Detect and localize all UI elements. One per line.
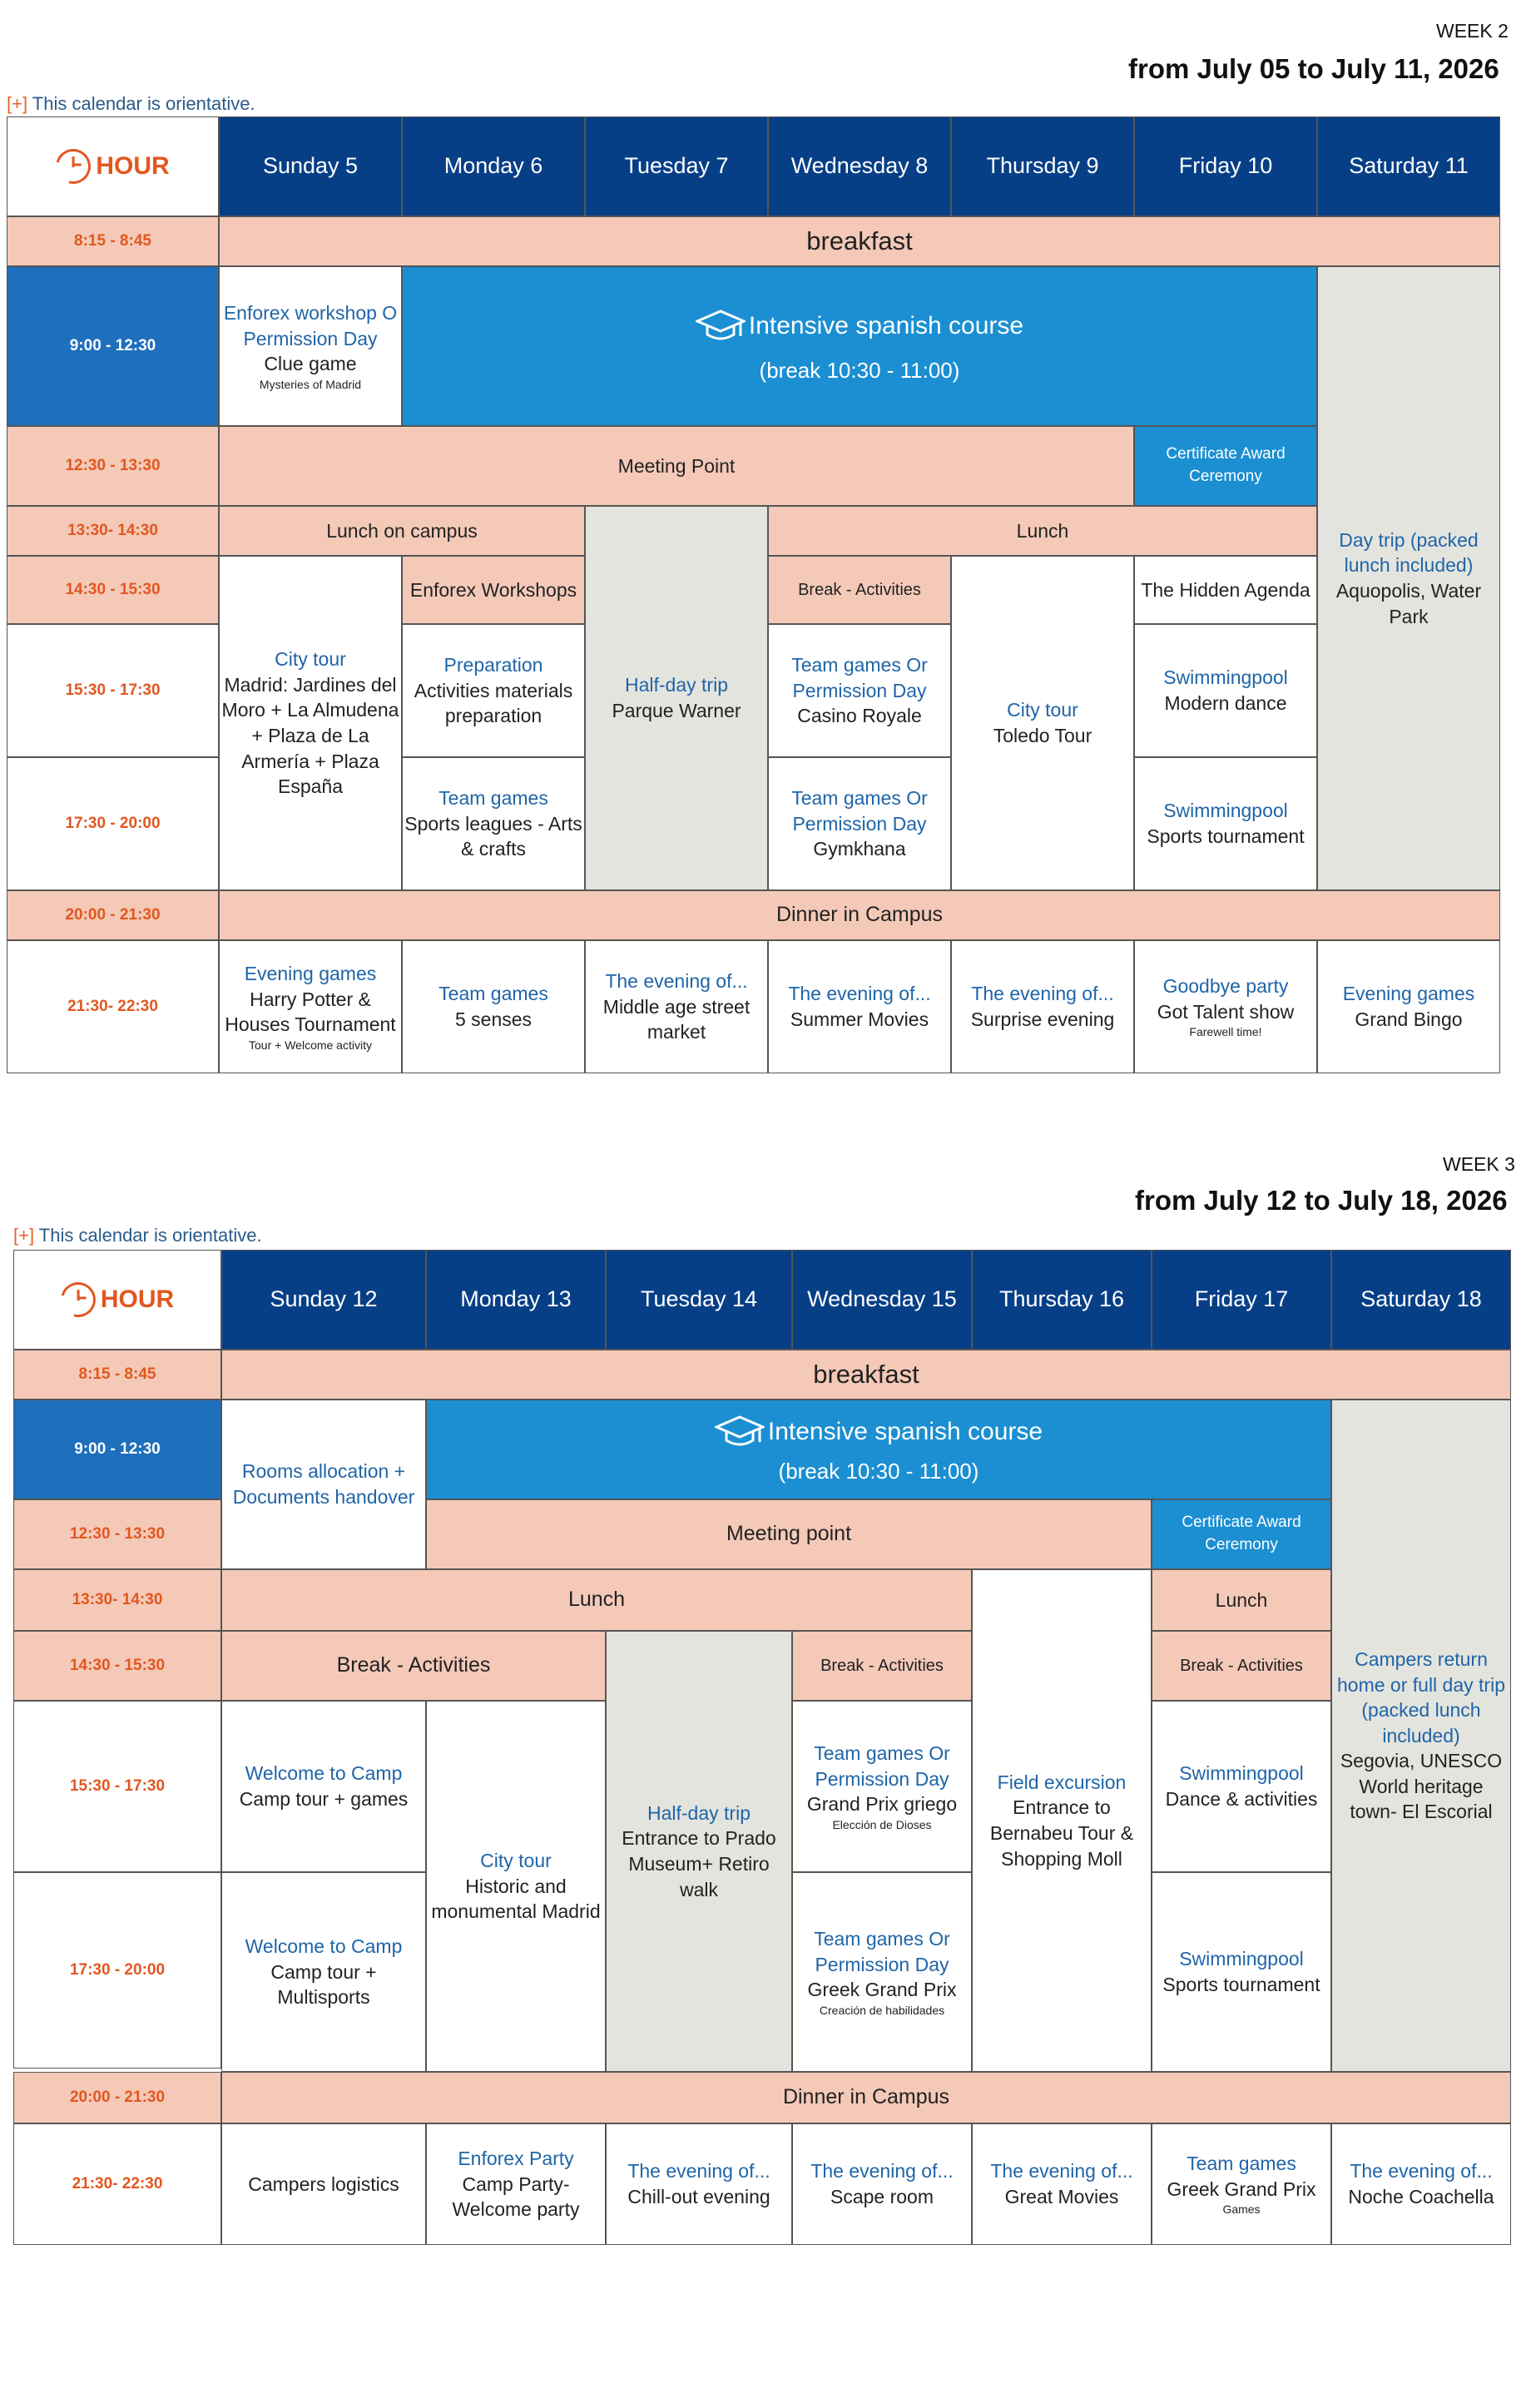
evening-activity: Enforex Party Camp Party- Welcome party [426, 2123, 606, 2245]
tuesday-half-day-trip: Half-day trip Parque Warner [585, 506, 768, 890]
day-header: Monday 6 [402, 116, 585, 216]
friday-lunch-cell: Lunch [1152, 1569, 1331, 1631]
evening-activity: Campers logistics [221, 2123, 426, 2245]
day-header: Wednesday 8 [768, 116, 951, 216]
day-header: Thursday 16 [972, 1250, 1152, 1350]
evening-activity: The evening of... Surprise evening [951, 940, 1134, 1073]
evening-activity: The evening of... Summer Movies [768, 940, 951, 1073]
sunday-rooms-allocation: Rooms allocation + Documents handover [221, 1400, 426, 1569]
time-slot: 20:00 - 21:30 [7, 890, 219, 940]
day-header: Thursday 9 [951, 116, 1134, 216]
friday-swimmingpool-2: Swimmingpool Sports tournament [1152, 1872, 1331, 2072]
saturday-day-trip: Campers return home or full day trip (packed lunch included) Segovia, UNESCO World heritage town- El Escorial [1331, 1400, 1511, 2072]
day-header: Saturday 11 [1317, 116, 1500, 216]
orientative-note: [+] This calendar is orientative. [13, 1225, 262, 1246]
week-date-range: from July 12 to July 18, 2026 [1135, 1185, 1508, 1216]
thursday-field-excursion: Field excursion Entrance to Bernabeu Tour & Shopping Moll [972, 1569, 1152, 2072]
spanish-course-cell: Intensive spanish course (break 10:30 - 11:00) [426, 1400, 1331, 1499]
meeting-point-cell: Meeting Point [219, 426, 1134, 506]
friday-hidden-agenda: The Hidden Agenda [1134, 556, 1317, 624]
evening-activity: Evening games Harry Potter & Houses Tournament Tour + Welcome activity [219, 940, 402, 1073]
monday-city-tour: City tour Historic and monumental Madrid [426, 1701, 606, 2072]
time-slot: 9:00 - 12:30 [13, 1400, 221, 1499]
break-activities-cell: Break - Activities [221, 1631, 606, 1701]
time-slot-15-30: 15:30 - 17:30 [13, 1701, 221, 1872]
dinner-cell: Dinner in Campus [219, 890, 1500, 940]
day-header: Friday 17 [1152, 1250, 1331, 1350]
day-header: Saturday 18 [1331, 1250, 1511, 1350]
saturday-day-trip: Day trip (packed lunch included) Aquopolis, Water Park [1317, 266, 1500, 890]
wednesday-team-games-1: Team games Or Permission Day Casino Royale [768, 624, 951, 757]
sunday-welcome-1: Welcome to Camp Camp tour + games [221, 1701, 426, 1872]
week-date-range: from July 05 to July 11, 2026 [1128, 53, 1499, 84]
clock-icon [54, 1276, 102, 1323]
friday-swimmingpool-2: Swimmingpool Sports tournament [1134, 757, 1317, 890]
time-slot-21-30: 21:30- 22:30 [13, 2123, 221, 2245]
time-slot-21-30: 21:30- 22:30 [7, 940, 219, 1073]
evening-activity: The evening of... Great Movies [972, 2123, 1152, 2245]
monday-preparation: Preparation Activities materials preparation [402, 624, 585, 757]
hour-header: HOUR [7, 116, 219, 216]
lunch-cell: Lunch [768, 506, 1317, 556]
monday-workshops-cell: Enforex Workshops [402, 556, 585, 624]
time-slot: 13:30- 14:30 [7, 506, 219, 556]
dinner-cell: Dinner in Campus [221, 2072, 1511, 2123]
evening-activity: Goodbye party Got Talent show Farewell time! [1134, 940, 1317, 1073]
spanish-course-cell: Intensive spanish course (break 10:30 - 11:00) [402, 266, 1317, 426]
hour-header: HOUR [13, 1250, 221, 1350]
lunch-cell: Lunch [221, 1569, 972, 1631]
evening-activity: The evening of... Middle age street market [585, 940, 768, 1073]
day-header: Wednesday 15 [792, 1250, 972, 1350]
evening-activity: Team games Greek Grand Prix Games [1152, 2123, 1331, 2245]
time-slot-15-30: 15:30 - 17:30 [7, 624, 219, 757]
time-slot-17-30: 17:30 - 20:00 [7, 757, 219, 890]
breakfast-cell: breakfast [219, 216, 1500, 266]
time-slot: 12:30 - 13:30 [7, 426, 219, 506]
day-header: Sunday 12 [221, 1250, 426, 1350]
time-slot: 20:00 - 21:30 [13, 2072, 221, 2123]
time-slot: 9:00 - 12:30 [7, 266, 219, 426]
evening-activity: The evening of... Chill-out evening [606, 2123, 792, 2245]
time-slot: 14:30 - 15:30 [13, 1631, 221, 1701]
day-header: Tuesday 7 [585, 116, 768, 216]
expand-link[interactable]: [+] [7, 93, 28, 114]
week-label: WEEK 2 [1436, 20, 1509, 42]
evening-activity: Evening games Grand Bingo [1317, 940, 1500, 1073]
certificate-ceremony-cell: Certificate Award Ceremony [1134, 426, 1317, 506]
time-slot: 8:15 - 8:45 [13, 1350, 221, 1400]
breakfast-cell: breakfast [221, 1350, 1511, 1400]
monday-team-games: Team games Sports leagues - Arts & crafts [402, 757, 585, 890]
time-slot-17-30: 17:30 - 20:00 [13, 1872, 221, 2069]
clock-icon [50, 142, 97, 190]
time-slot: 8:15 - 8:45 [7, 216, 219, 266]
wednesday-team-games-1: Team games Or Permission Day Grand Prix griego Elección de Dioses [792, 1701, 972, 1872]
orientative-note: [+] This calendar is orientative. [7, 93, 255, 114]
sunday-morning-activity: Enforex workshop O Permission Day Clue game Mysteries of Madrid [219, 266, 402, 426]
tuesday-half-day-trip: Half-day trip Entrance to Prado Museum+ Retiro walk [606, 1631, 792, 2072]
evening-activity: The evening of... Noche Coachella [1331, 2123, 1511, 2245]
expand-link[interactable]: [+] [13, 1225, 35, 1246]
time-slot: 14:30 - 15:30 [7, 556, 219, 624]
day-header: Monday 13 [426, 1250, 606, 1350]
evening-activity: Team games 5 senses [402, 940, 585, 1073]
time-slot: 13:30- 14:30 [13, 1569, 221, 1631]
evening-activity: The evening of... Scape room [792, 2123, 972, 2245]
sunday-city-tour: City tour Madrid: Jardines del Moro + La Almudena + Plaza de La Armería + Plaza España [219, 556, 402, 890]
day-header: Sunday 5 [219, 116, 402, 216]
day-header: Friday 10 [1134, 116, 1317, 216]
thursday-city-tour: City tour Toledo Tour [951, 556, 1134, 890]
lunch-on-campus-cell: Lunch on campus [219, 506, 585, 556]
wednesday-break-cell: Break - Activities [792, 1631, 972, 1701]
week-label: WEEK 3 [1443, 1153, 1515, 1175]
friday-swimmingpool-1: Swimmingpool Dance & activities [1152, 1701, 1331, 1872]
wednesday-break-cell: Break - Activities [768, 556, 951, 624]
friday-break-cell: Break - Activities [1152, 1631, 1331, 1701]
day-header: Tuesday 14 [606, 1250, 792, 1350]
friday-swimmingpool-1: Swimmingpool Modern dance [1134, 624, 1317, 757]
time-slot: 12:30 - 13:30 [13, 1499, 221, 1569]
meeting-point-cell: Meeting point [426, 1499, 1152, 1569]
sunday-welcome-2: Welcome to Camp Camp tour + Multisports [221, 1872, 426, 2072]
graduation-cap-icon [715, 1414, 765, 1450]
wednesday-team-games-2: Team games Or Permission Day Greek Grand Prix Creación de habilidades [792, 1872, 972, 2072]
certificate-ceremony-cell: Certificate Award Ceremony [1152, 1499, 1331, 1569]
wednesday-team-games-2: Team games Or Permission Day Gymkhana [768, 757, 951, 890]
graduation-cap-icon [696, 308, 746, 344]
